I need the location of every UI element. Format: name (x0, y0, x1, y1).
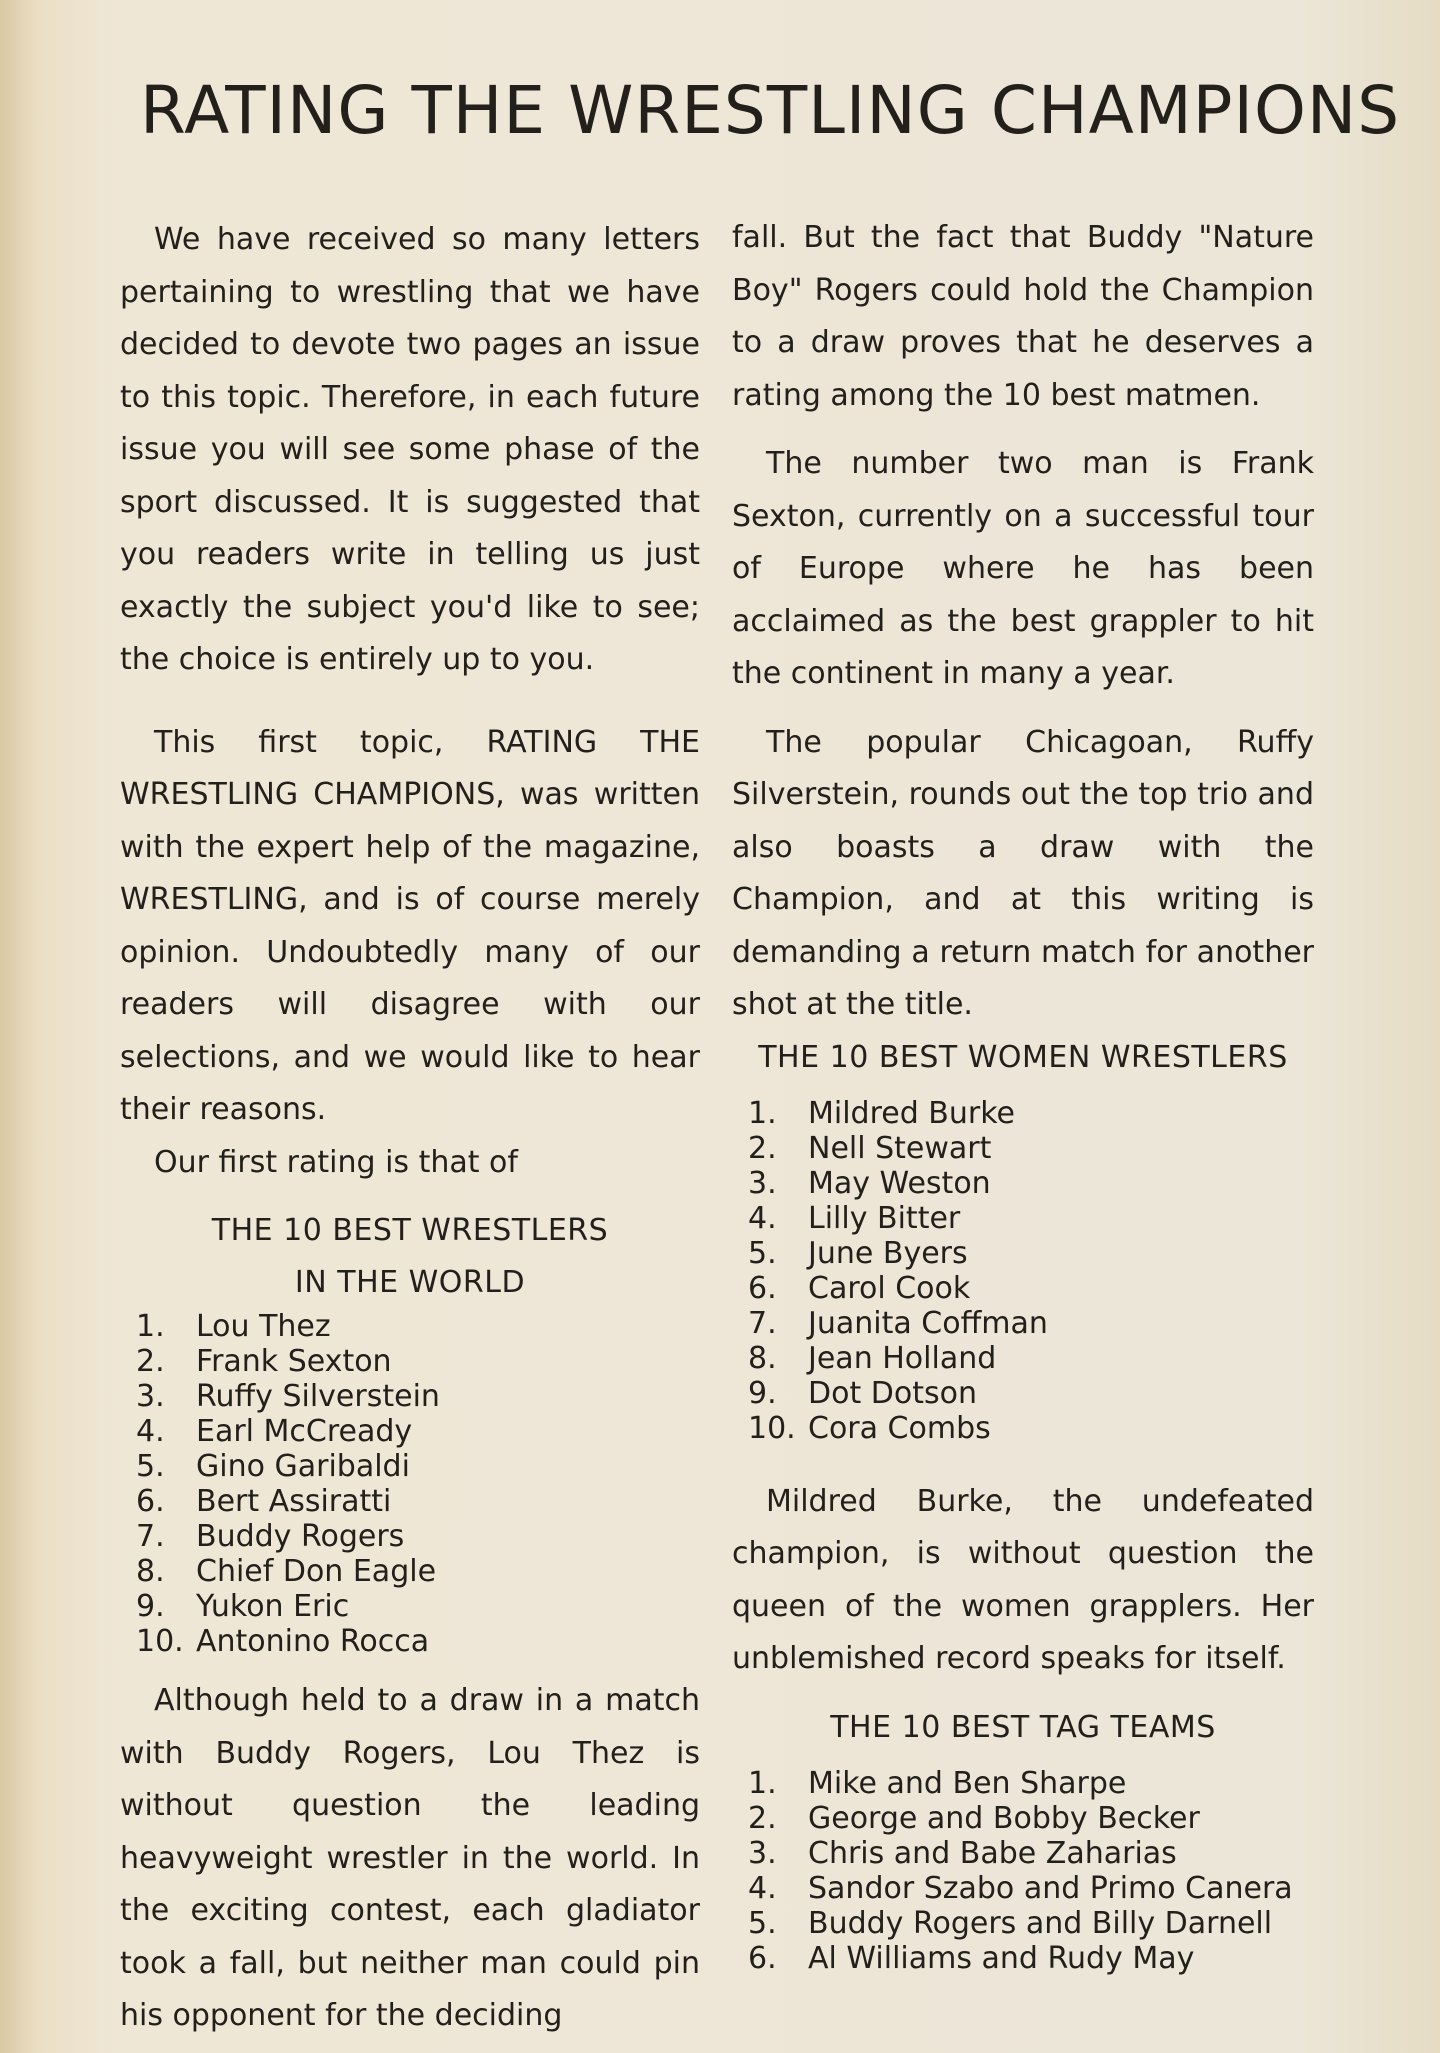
wrestler-name: Buddy Rogers (196, 1519, 405, 1554)
mildred-burke-paragraph: Mildred Burke, the undefeated champion, is without question the queen of the women grapplers. Her unblemished record speaks for itself. (732, 1483, 1314, 1676)
rank-number: 2. (136, 1344, 165, 1379)
wrestler-name: Cora Combs (808, 1410, 991, 1446)
rank-number: 4. (748, 1200, 777, 1236)
rank-number: 10. (748, 1410, 796, 1446)
wrestler-name: Carol Cook (808, 1270, 971, 1306)
rank-number: 5. (748, 1235, 777, 1271)
rank-number: 8. (748, 1340, 777, 1376)
rank-number: 7. (748, 1305, 777, 1341)
list-item (136, 1449, 700, 1484)
list-item (136, 1379, 700, 1414)
list-item (136, 1414, 700, 1449)
rank-number: 3. (748, 1165, 777, 1201)
list-item (748, 1341, 1314, 1376)
rank-number: 1. (748, 1095, 777, 1131)
rank-number: 6. (136, 1484, 165, 1519)
women-wrestlers-heading: THE 10 BEST WOMEN WRESTLERS (758, 1039, 1288, 1075)
list-item (748, 1836, 1314, 1871)
wrestler-name: Dot Dotson (808, 1375, 977, 1411)
list-item (136, 1624, 700, 1659)
team-name: Buddy Rogers and Billy Darnell (808, 1905, 1273, 1941)
team-name: Mike and Ben Sharpe (808, 1765, 1127, 1801)
wrestler-name: May Weston (808, 1165, 991, 1201)
list-item (748, 1271, 1314, 1306)
team-name: Sandor Szabo and Primo Canera (808, 1870, 1293, 1906)
rank-number: 4. (136, 1414, 165, 1449)
team-name: Chris and Babe Zaharias (808, 1835, 1177, 1871)
best-wrestlers-heading-line1: THE 10 BEST WRESTLERS (211, 1213, 609, 1248)
list-item (136, 1589, 700, 1624)
right-column (732, 212, 1314, 1976)
list-item (136, 1309, 700, 1344)
wrestler-name: Lou Thez (196, 1309, 331, 1344)
wrestler-name: Bert Assiratti (196, 1484, 392, 1519)
wrestler-name: June Byers (808, 1235, 968, 1271)
list-item (748, 1201, 1314, 1236)
best-wrestlers-heading-line2: IN THE WORLD (294, 1265, 526, 1300)
team-name: George and Bobby Becker (808, 1800, 1200, 1836)
wrestler-name: Earl McCready (196, 1414, 413, 1449)
rank-number: 9. (136, 1589, 165, 1624)
wrestler-name: Chief Don Eagle (196, 1554, 437, 1589)
list-item (136, 1519, 700, 1554)
list-item (748, 1801, 1314, 1836)
list-item (748, 1306, 1314, 1341)
wrestler-name: Jean Holland (808, 1340, 997, 1376)
wrestler-name: Frank Sexton (196, 1344, 392, 1379)
best-wrestlers-list (136, 1309, 700, 1659)
wrestler-name: Ruffy Silverstein (196, 1379, 440, 1414)
rank-number: 5. (136, 1449, 165, 1484)
wrestler-name: Nell Stewart (808, 1130, 992, 1166)
intro-paragraph: We have received so many letters pertaining to wrestling that we have decided to devote two pages an issue to this topic. Therefore, in each future issue you will see some phase of the sport discussed. It is suggested that you readers write in telling us just exactly the subject you'd like to see; the choice is entirely up to you. (120, 222, 700, 677)
list-item (748, 1906, 1314, 1941)
tag-teams-list (748, 1766, 1314, 1976)
list-item (748, 1236, 1314, 1271)
list-item (136, 1484, 700, 1519)
rank-number: 1. (748, 1765, 777, 1801)
rank-number: 6. (748, 1270, 777, 1306)
wrestler-name: Lilly Bitter (808, 1200, 961, 1236)
lou-thez-paragraph: Although held to a draw in a match with Buddy Rogers, Lou Thez is without question the leading heavyweight wrestler in the world. In the exciting contest, each gladiator took a fall, but neither man could pin his opponent for the deciding (120, 1683, 700, 2033)
ruffy-silverstein-paragraph: The popular Chicagoan, Ruffy Silverstein, rounds out the top trio and also boasts a draw with the Champion, and at this writing is demanding a return match for another shot at the title. (732, 724, 1314, 1022)
frank-sexton-paragraph: The number two man is Frank Sexton, currently on a successful tour of Europe where he has been acclaimed as the best grappler to hit the continent in many a year. (732, 446, 1314, 691)
rank-number: 2. (748, 1130, 777, 1166)
rank-number: 9. (748, 1375, 777, 1411)
topic-paragraph: This first topic, RATING THE WRESTLING CHAMPIONS, was written with the expert help of the magazine, WRESTLING, and is of course merely opinion. Undoubtedly many of our readers will disagree with our selections, and we would like to hear their reasons. (120, 724, 700, 1127)
wrestler-name: Gino Garibaldi (196, 1449, 410, 1484)
rank-number: 5. (748, 1905, 777, 1941)
rank-number: 3. (748, 1835, 777, 1871)
tag-teams-heading: THE 10 BEST TAG TEAMS (830, 1709, 1216, 1745)
rank-number: 10. (136, 1624, 184, 1659)
list-item (748, 1166, 1314, 1201)
rank-number: 4. (748, 1870, 777, 1906)
rank-number: 8. (136, 1554, 165, 1589)
team-name: Al Williams and Rudy May (808, 1940, 1195, 1976)
rank-number: 3. (136, 1379, 165, 1414)
continued-paragraph: fall. But the fact that Buddy "Nature Boy" Rogers could hold the Champion to a draw proves that he deserves a rating among the 10 best matmen. (732, 220, 1314, 413)
wrestler-name: Mildred Burke (808, 1095, 1015, 1131)
rank-number: 2. (748, 1800, 777, 1836)
list-item (748, 1131, 1314, 1166)
page-title: RATING THE WRESTLING CHAMPIONS (140, 72, 1401, 149)
first-rating-paragraph: Our first rating is that of (154, 1144, 518, 1180)
rank-number: 7. (136, 1519, 165, 1554)
list-item (748, 1411, 1314, 1446)
rank-number: 1. (136, 1309, 165, 1344)
wrestler-name: Juanita Coffman (808, 1305, 1048, 1341)
list-item (748, 1766, 1314, 1801)
list-item (748, 1941, 1314, 1976)
women-wrestlers-list (748, 1096, 1314, 1446)
list-item (136, 1554, 700, 1589)
list-item (136, 1344, 700, 1379)
wrestler-name: Antonino Rocca (196, 1624, 430, 1659)
list-item (748, 1871, 1314, 1906)
wrestler-name: Yukon Eric (196, 1589, 350, 1624)
list-item (748, 1096, 1314, 1131)
rank-number: 6. (748, 1940, 777, 1976)
list-item (748, 1376, 1314, 1411)
left-column (120, 214, 700, 2043)
